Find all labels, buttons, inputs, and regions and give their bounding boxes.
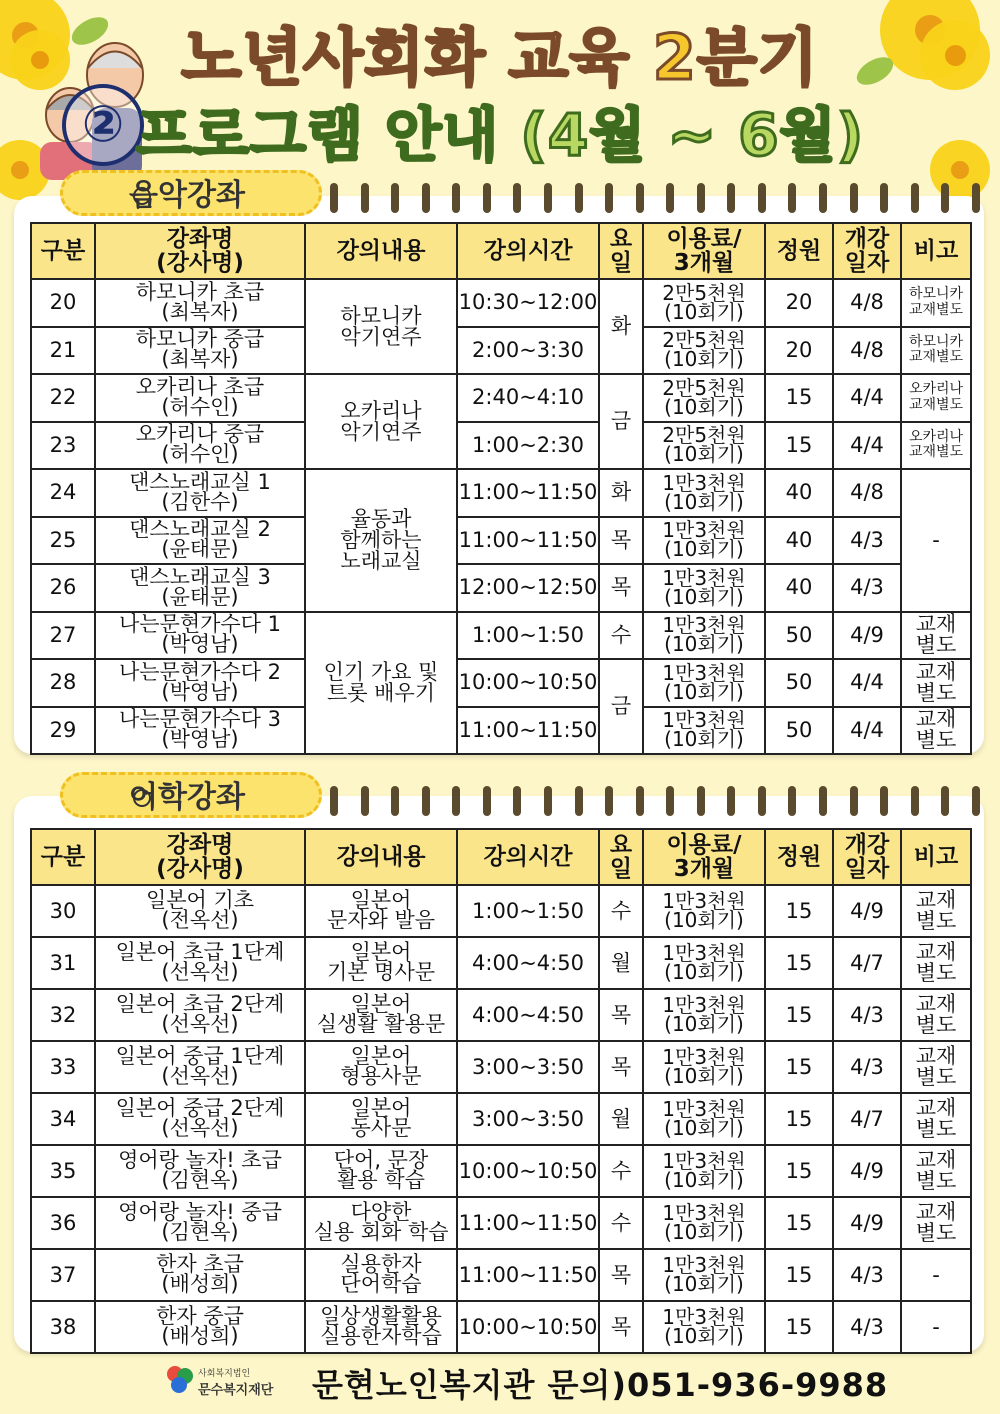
- table-row: [31, 1145, 971, 1197]
- start-date: 4/8: [833, 327, 901, 375]
- table-row: [31, 517, 971, 565]
- fee: 1만3천원 (10회기): [643, 469, 765, 517]
- row-number: 21: [31, 327, 95, 375]
- note: 교재 별도: [901, 937, 971, 989]
- ring-icon: [330, 786, 338, 816]
- table-header-row: [31, 223, 971, 279]
- ring-icon: [452, 786, 460, 816]
- note: 교재 별도: [901, 885, 971, 937]
- capacity: 20: [765, 279, 833, 327]
- ring-icon: [330, 183, 338, 213]
- table-row: [31, 1249, 971, 1301]
- start-date: 4/4: [833, 422, 901, 470]
- class-time: 4:00~4:50: [457, 937, 599, 989]
- row-number: 30: [31, 885, 95, 937]
- note: 교재 별도: [901, 1093, 971, 1145]
- row-number: 36: [31, 1197, 95, 1249]
- row-number: 26: [31, 564, 95, 612]
- ring-icon: [850, 183, 858, 213]
- class-day: 수: [599, 1145, 643, 1197]
- header-course: 강좌명 (강사명): [95, 223, 305, 279]
- ring-icon: [391, 183, 399, 213]
- capacity: 15: [765, 1041, 833, 1093]
- class-day: 목: [599, 564, 643, 612]
- header-time: 강의시간: [457, 223, 599, 279]
- note: 교재 별도: [901, 989, 971, 1041]
- class-day: 수: [599, 1197, 643, 1249]
- header-note: 비고: [901, 223, 971, 279]
- start-date: 4/9: [833, 885, 901, 937]
- row-number: 24: [31, 469, 95, 517]
- course-name: 영어랑 놀자! 초급 (김현옥): [95, 1145, 305, 1197]
- row-number: 25: [31, 517, 95, 565]
- class-time: 11:00~11:50: [457, 517, 599, 565]
- table-row: [31, 469, 971, 517]
- table-row: [31, 989, 971, 1041]
- class-time: 11:00~11:50: [457, 469, 599, 517]
- contact-info: 문현노인복지관 문의)051-936-9988: [312, 1366, 889, 1404]
- ring-icon: [361, 183, 369, 213]
- ring-icon: [361, 786, 369, 816]
- start-date: 4/8: [833, 469, 901, 517]
- class-time: 11:00~11:50: [457, 707, 599, 755]
- ring-icon: [819, 183, 827, 213]
- capacity: 15: [765, 1301, 833, 1353]
- binder-rings: [330, 183, 980, 219]
- class-time: 2:40~4:10: [457, 374, 599, 422]
- note: 하모니카 교재별도: [901, 279, 971, 327]
- ring-icon: [880, 786, 888, 816]
- note: 오카리나 교재별도: [901, 422, 971, 470]
- note: -: [901, 1301, 971, 1353]
- header-no: 구분: [31, 223, 95, 279]
- capacity: 40: [765, 469, 833, 517]
- ring-icon: [575, 183, 583, 213]
- table-row: [31, 937, 971, 989]
- start-date: 4/3: [833, 1301, 901, 1353]
- ring-icon: [605, 786, 613, 816]
- row-number: 38: [31, 1301, 95, 1353]
- course-name: 댄스노래교실 2 (윤태문): [95, 517, 305, 565]
- class-time: 12:00~12:50: [457, 564, 599, 612]
- course-content: 하모니카 악기연주: [305, 279, 457, 374]
- ring-icon: [391, 786, 399, 816]
- note: 교재 별도: [901, 1041, 971, 1093]
- circle-bullet-icon: [133, 789, 151, 807]
- music-section-label: 음악강좌: [60, 170, 322, 216]
- ring-icon: [758, 183, 766, 213]
- page-subtitle: 프로그램 안내 (4월 ~ 6월): [135, 101, 865, 169]
- fee: 1만3천원 (10회기): [643, 885, 765, 937]
- course-name: 나는문현가수다 2 (박영남): [95, 659, 305, 707]
- class-day: 목: [599, 1301, 643, 1353]
- program-number-badge: ②: [62, 84, 144, 166]
- class-day: 금: [599, 659, 643, 754]
- table-row: [31, 279, 971, 327]
- note: 교재 별도: [901, 1197, 971, 1249]
- start-date: 4/9: [833, 1145, 901, 1197]
- course-content: 일본어 실생활 활용문: [305, 989, 457, 1041]
- class-time: 2:00~3:30: [457, 327, 599, 375]
- fee: 1만3천원 (10회기): [643, 707, 765, 755]
- ring-icon: [911, 183, 919, 213]
- start-date: 4/4: [833, 659, 901, 707]
- fee: 1만3천원 (10회기): [643, 1301, 765, 1353]
- row-number: 34: [31, 1093, 95, 1145]
- row-number: 20: [31, 279, 95, 327]
- capacity: 15: [765, 937, 833, 989]
- fee: 1만3천원 (10회기): [643, 1197, 765, 1249]
- course-content: 일본어 동사문: [305, 1093, 457, 1145]
- class-day: 화: [599, 469, 643, 517]
- class-time: 10:30~12:00: [457, 279, 599, 327]
- fee: 1만3천원 (10회기): [643, 989, 765, 1041]
- ring-icon: [513, 183, 521, 213]
- capacity: 15: [765, 1093, 833, 1145]
- note: 교재 별도: [901, 659, 971, 707]
- note: 오카리나 교재별도: [901, 374, 971, 422]
- class-time: 4:00~4:50: [457, 989, 599, 1041]
- course-name: 하모니카 중급 (최복자): [95, 327, 305, 375]
- header-day: 요 일: [599, 829, 643, 885]
- class-day: 월: [599, 937, 643, 989]
- ring-icon: [513, 786, 521, 816]
- ring-icon: [972, 183, 980, 213]
- note: 교재 별도: [901, 1145, 971, 1197]
- ring-icon: [758, 786, 766, 816]
- capacity: 15: [765, 1145, 833, 1197]
- class-time: 1:00~1:50: [457, 885, 599, 937]
- course-name: 오카리나 중급 (허수인): [95, 422, 305, 470]
- class-day: 월: [599, 1093, 643, 1145]
- class-day: 목: [599, 517, 643, 565]
- header-capacity: 정원: [765, 829, 833, 885]
- fee: 2만5천원 (10회기): [643, 279, 765, 327]
- row-number: 35: [31, 1145, 95, 1197]
- ring-icon: [941, 183, 949, 213]
- class-day: 수: [599, 885, 643, 937]
- class-day: 목: [599, 1249, 643, 1301]
- class-time: 11:00~11:50: [457, 1197, 599, 1249]
- capacity: 40: [765, 564, 833, 612]
- course-content: 실용한자 단어학습: [305, 1249, 457, 1301]
- row-number: 27: [31, 612, 95, 660]
- ring-icon: [850, 786, 858, 816]
- language-table: [30, 828, 972, 1354]
- ring-icon: [697, 183, 705, 213]
- class-day: 목: [599, 1041, 643, 1093]
- footer: [0, 1360, 1000, 1404]
- row-number: 29: [31, 707, 95, 755]
- start-date: 4/3: [833, 989, 901, 1041]
- table-row: [31, 1041, 971, 1093]
- course-name: 일본어 초급 2단계 (선옥선): [95, 989, 305, 1041]
- class-time: 10:00~10:50: [457, 1145, 599, 1197]
- start-date: 4/3: [833, 564, 901, 612]
- ring-icon: [544, 786, 552, 816]
- ring-icon: [941, 786, 949, 816]
- table-row: [31, 564, 971, 612]
- row-number: 33: [31, 1041, 95, 1093]
- ring-icon: [972, 786, 980, 816]
- fee: 1만3천원 (10회기): [643, 659, 765, 707]
- start-date: 4/7: [833, 1093, 901, 1145]
- course-content: 오카리나 악기연주: [305, 374, 457, 469]
- course-content: 다양한 실용 회화 학습: [305, 1197, 457, 1249]
- table-row: [31, 707, 971, 755]
- course-content: 일본어 기본 명사문: [305, 937, 457, 989]
- row-number: 37: [31, 1249, 95, 1301]
- ring-icon: [452, 183, 460, 213]
- row-number: 23: [31, 422, 95, 470]
- ring-icon: [788, 183, 796, 213]
- row-number: 31: [31, 937, 95, 989]
- ring-icon: [697, 786, 705, 816]
- circle-bullet-icon: [133, 187, 151, 205]
- foundation-name: 사회복지법인 문수복지재단: [198, 1369, 274, 1398]
- class-time: 11:00~11:50: [457, 1249, 599, 1301]
- header-fee: 이용료/ 3개월: [643, 829, 765, 885]
- capacity: 15: [765, 885, 833, 937]
- fee: 1만3천원 (10회기): [643, 517, 765, 565]
- header-content: 강의내용: [305, 829, 457, 885]
- ring-icon: [727, 183, 735, 213]
- capacity: 15: [765, 1249, 833, 1301]
- course-content: 일본어 형용사문: [305, 1041, 457, 1093]
- header-note: 비고: [901, 829, 971, 885]
- course-name: 댄스노래교실 1 (김한수): [95, 469, 305, 517]
- course-content: 율동과 함께하는 노래교실: [305, 469, 457, 612]
- course-name: 나는문현가수다 3 (박영남): [95, 707, 305, 755]
- note: 교재 별도: [901, 612, 971, 660]
- capacity: 50: [765, 707, 833, 755]
- fee: 1만3천원 (10회기): [643, 1249, 765, 1301]
- start-date: 4/9: [833, 612, 901, 660]
- table-row: [31, 1093, 971, 1145]
- course-content: 일본어 문자와 발음: [305, 885, 457, 937]
- ring-icon: [483, 183, 491, 213]
- start-date: 4/3: [833, 1249, 901, 1301]
- fee: 1만3천원 (10회기): [643, 1041, 765, 1093]
- capacity: 50: [765, 659, 833, 707]
- capacity: 15: [765, 1197, 833, 1249]
- course-name: 일본어 중급 2단계 (선옥선): [95, 1093, 305, 1145]
- fee: 2만5천원 (10회기): [643, 374, 765, 422]
- course-name: 하모니카 초급 (최복자): [95, 279, 305, 327]
- foundation-logo-icon: [165, 1364, 195, 1394]
- fee: 1만3천원 (10회기): [643, 1145, 765, 1197]
- capacity: 20: [765, 327, 833, 375]
- table-header-row: [31, 829, 971, 885]
- ring-icon: [819, 786, 827, 816]
- capacity: 50: [765, 612, 833, 660]
- language-section-label: 어학강좌: [60, 772, 322, 818]
- ring-icon: [636, 183, 644, 213]
- ring-icon: [880, 183, 888, 213]
- ring-icon: [544, 183, 552, 213]
- ring-icon: [422, 183, 430, 213]
- note: 교재 별도: [901, 707, 971, 755]
- start-date: 4/3: [833, 517, 901, 565]
- header-start-date: 개강 일자: [833, 223, 901, 279]
- table-row: [31, 612, 971, 660]
- header-course: 강좌명 (강사명): [95, 829, 305, 885]
- class-time: 10:00~10:50: [457, 1301, 599, 1353]
- course-name: 한자 초급 (배성희): [95, 1249, 305, 1301]
- course-name: 나는문현가수다 1 (박영남): [95, 612, 305, 660]
- start-date: 4/4: [833, 707, 901, 755]
- class-time: 1:00~1:50: [457, 612, 599, 660]
- table-row: [31, 885, 971, 937]
- capacity: 15: [765, 989, 833, 1041]
- header-content: 강의내용: [305, 223, 457, 279]
- table-row: [31, 659, 971, 707]
- fee: 2만5천원 (10회기): [643, 422, 765, 470]
- start-date: 4/7: [833, 937, 901, 989]
- header-time: 강의시간: [457, 829, 599, 885]
- course-content: 단어, 문장 활용 학습: [305, 1145, 457, 1197]
- class-time: 3:00~3:50: [457, 1041, 599, 1093]
- course-name: 일본어 기초 (전옥선): [95, 885, 305, 937]
- music-table: [30, 222, 972, 755]
- course-name: 댄스노래교실 3 (윤태문): [95, 564, 305, 612]
- ring-icon: [727, 786, 735, 816]
- table-row: [31, 374, 971, 422]
- table-row: [31, 1301, 971, 1353]
- header-day: 요 일: [599, 223, 643, 279]
- ring-icon: [666, 786, 674, 816]
- class-day: 목: [599, 989, 643, 1041]
- fee: 1만3천원 (10회기): [643, 612, 765, 660]
- fee: 2만5천원 (10회기): [643, 327, 765, 375]
- ring-icon: [483, 786, 491, 816]
- course-content: 인기 가요 및 트롯 배우기: [305, 612, 457, 755]
- note: -: [901, 1249, 971, 1301]
- note: 하모니카 교재별도: [901, 327, 971, 375]
- table-row: [31, 327, 971, 375]
- capacity: 15: [765, 374, 833, 422]
- ring-icon: [636, 786, 644, 816]
- course-name: 한자 중급 (배성희): [95, 1301, 305, 1353]
- course-name: 오카리나 초급 (허수인): [95, 374, 305, 422]
- start-date: 4/9: [833, 1197, 901, 1249]
- course-name: 영어랑 놀자! 중급 (김현옥): [95, 1197, 305, 1249]
- ring-icon: [422, 786, 430, 816]
- start-date: 4/3: [833, 1041, 901, 1093]
- binder-rings: [330, 786, 980, 822]
- table-row: [31, 1197, 971, 1249]
- class-day: 금: [599, 374, 643, 469]
- course-name: 일본어 중급 1단계 (선옥선): [95, 1041, 305, 1093]
- ring-icon: [605, 183, 613, 213]
- header-fee: 이용료/ 3개월: [643, 223, 765, 279]
- course-name: 일본어 초급 1단계 (선옥선): [95, 937, 305, 989]
- capacity: 15: [765, 422, 833, 470]
- row-number: 28: [31, 659, 95, 707]
- class-time: 1:00~2:30: [457, 422, 599, 470]
- course-content: 일상생활활용 실용한자학습: [305, 1301, 457, 1353]
- start-date: 4/8: [833, 279, 901, 327]
- header-capacity: 정원: [765, 223, 833, 279]
- ring-icon: [575, 786, 583, 816]
- ring-icon: [666, 183, 674, 213]
- row-number: 22: [31, 374, 95, 422]
- fee: 1만3천원 (10회기): [643, 564, 765, 612]
- ring-icon: [788, 786, 796, 816]
- start-date: 4/4: [833, 374, 901, 422]
- ring-icon: [911, 786, 919, 816]
- fee: 1만3천원 (10회기): [643, 937, 765, 989]
- page-title: 노년사회화 교육 2분기: [181, 21, 819, 94]
- capacity: 40: [765, 517, 833, 565]
- row-number: 32: [31, 989, 95, 1041]
- note: -: [901, 469, 971, 612]
- fee: 1만3천원 (10회기): [643, 1093, 765, 1145]
- class-time: 10:00~10:50: [457, 659, 599, 707]
- header-start-date: 개강 일자: [833, 829, 901, 885]
- class-day: 화: [599, 279, 643, 374]
- class-day: 수: [599, 612, 643, 660]
- class-time: 3:00~3:50: [457, 1093, 599, 1145]
- table-row: [31, 422, 971, 470]
- header-no: 구분: [31, 829, 95, 885]
